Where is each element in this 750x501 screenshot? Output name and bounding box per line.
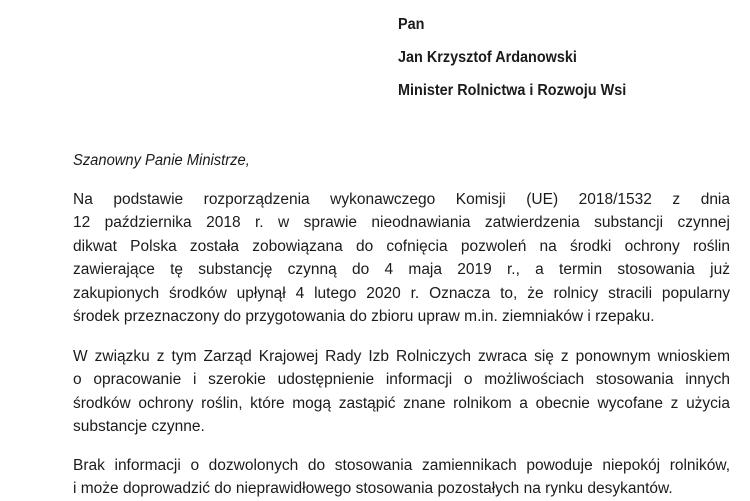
recipient-name: Jan Krzysztof Ardanowski	[398, 49, 577, 66]
paragraph-line: W związku z tym Zarząd Krajowej Rady Izb Rolniczych zwraca się z ponownym wnioskiem	[73, 348, 730, 365]
paragraph-line: i może doprowadzić do nieprawidłowego stosowania pozostałych na rynku desykantów.	[73, 480, 673, 498]
paragraph-line: środek przeznaczony do przygotowania do zbioru upraw m.in. ziemniaków i rzepaku.	[73, 308, 655, 326]
paragraph-line: Na podstawie rozporządzenia wykonawczego Komisji (UE) 2018/1532 z dnia	[73, 191, 730, 208]
recipient-block	[398, 8, 626, 107]
paragraph-line: zawierające tę substancję czynną do 4 maja 2019 r., a termin stosowania już	[73, 261, 730, 279]
paragraph-2	[73, 345, 730, 439]
paragraph-3	[73, 454, 730, 501]
paragraph-line: dikwat Polska została zobowiązana do cofnięcia pozwoleń na środki ochrony roślin	[73, 237, 730, 255]
paragraph-line: 12 października 2018 r. w sprawie nieodnawiania zatwierdzenia substancji czynnej	[73, 214, 730, 232]
paragraph-line: Brak informacji o dozwolonych do stosowania zamiennikach powoduje niepokój rolników,	[73, 457, 730, 474]
salutation: Szanowny Panie Ministrze,	[73, 152, 250, 169]
paragraph-line: substancje czynne.	[73, 418, 205, 436]
recipient-position: Minister Rolnictwa i Rozwoju Wsi	[398, 82, 627, 99]
paragraph-line: środków ochrony roślin, które mogą zastąpić znane rolnikom a obecnie wycofane z użycia	[73, 394, 730, 412]
paragraph-line: o opracowanie i szerokie udostępnienie informacji o możliwościach stosowania innych	[73, 371, 730, 389]
paragraph-line: zakupionych środków upłynął 4 lutego 2020 r. Oznacza to, że rolnicy stracili popularny	[73, 284, 730, 302]
recipient-title: Pan	[398, 16, 425, 33]
paragraph-1	[73, 188, 730, 328]
